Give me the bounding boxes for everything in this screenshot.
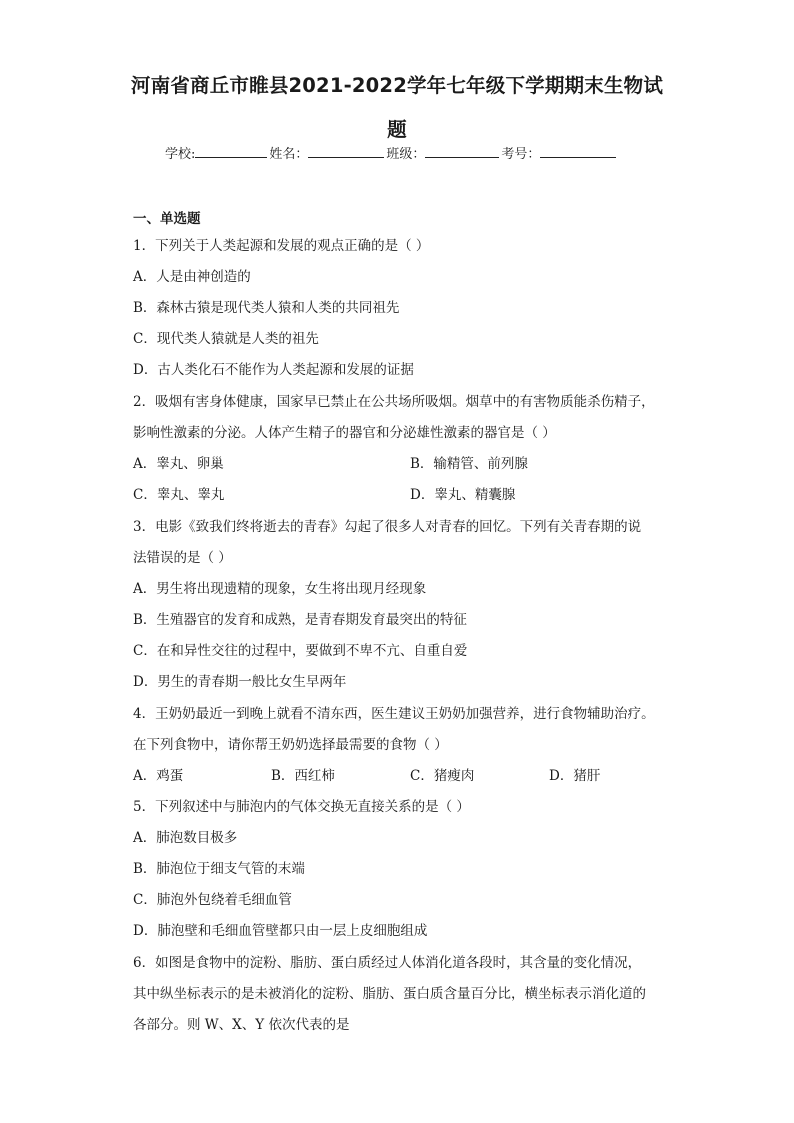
page-title-line2: 题 [387, 118, 407, 141]
question-2-option-d: D．睾丸、精囊腺 [410, 487, 516, 503]
question-5-option-a: A．肺泡数目极多 [133, 830, 238, 846]
question-4-stem-line1: 4．王奶奶最近一到晚上就看不清东西，医生建议王奶奶加强营养，进行食物辅助治疗。 [133, 706, 655, 722]
question-1-option-b: B．森林古猿是现代类人猿和人类的共同祖先 [133, 300, 400, 316]
exam-no-label: 考号： [501, 147, 541, 162]
question-6-stem-line1: 6．如图是食物中的淀粉、脂肪、蛋白质经过人体消化道各段时，其含量的变化情况， [133, 955, 642, 971]
question-3-option-b: B．生殖器官的发育和成熟，是青春期发育最突出的特征 [133, 612, 467, 628]
question-2-option-c: C．睾丸、睾丸 [133, 487, 225, 503]
question-3-stem-line1: 3．电影《致我们终将逝去的青春》勾起了很多人对青春的回忆。下列有关青春期的说 [133, 519, 642, 535]
exam-no-field[interactable] [540, 143, 616, 158]
school-label: 学校: [165, 147, 196, 162]
page-title-line1: 河南省商丘市睢县2021-2022学年七年级下学期期末生物试 [130, 74, 664, 97]
question-3-option-d: D．男生的青春期一般比女生早两年 [133, 674, 347, 690]
question-2-option-a: A．睾丸、卵巢 [133, 456, 224, 472]
question-5-stem: 5．下列叙述中与肺泡内的气体交换无直接关系的是（ ） [133, 799, 470, 815]
question-4-option-d: D．猪肝 [549, 768, 601, 784]
question-5-option-c: C．肺泡外包绕着毛细血管 [133, 892, 292, 908]
student-info-fields [165, 143, 618, 162]
question-4-stem-line2: 在下列食物中，请你帮王奶奶选择最需要的食物（ ） [133, 737, 448, 753]
question-3-stem-line2: 法错误的是（ ） [133, 550, 232, 566]
school-field[interactable] [195, 143, 267, 158]
question-2-stem-line1: 2．吸烟有害身体健康，国家早已禁止在公共场所吸烟。烟草中的有害物质能杀伤精子， [133, 394, 655, 410]
question-4-option-a: A．鸡蛋 [133, 768, 184, 784]
question-1-stem: 1．下列关于人类起源和发展的观点正确的是（ ） [133, 238, 430, 254]
question-5-option-d: D．肺泡壁和毛细血管壁都只由一层上皮细胞组成 [133, 923, 428, 939]
question-1-option-c: C．现代类人猿就是人类的祖先 [133, 331, 319, 347]
class-field[interactable] [425, 143, 499, 158]
name-field[interactable] [308, 143, 384, 158]
name-label: 姓名： [269, 147, 309, 162]
question-3-option-a: A．男生将出现遗精的现象，女生将出现月经现象 [133, 581, 427, 597]
question-6-stem-line3: 各部分。则 W、X、Y 依次代表的是 [133, 1017, 350, 1033]
question-2-option-b: B．输精管、前列腺 [410, 456, 528, 472]
question-1-option-d: D．古人类化石不能作为人类起源和发展的证据 [133, 362, 414, 378]
question-2-stem-line2: 影响性激素的分泌。人体产生精子的器官和分泌雄性激素的器官是（ ） [133, 425, 556, 441]
question-6-stem-line2: 其中纵坐标表示的是未被消化的淀粉、脂肪、蛋白质含量百分比，横坐标表示消化道的 [133, 986, 646, 1002]
question-5-option-b: B．肺泡位于细支气管的末端 [133, 861, 305, 877]
question-4-option-c: C．猪瘦肉 [410, 768, 475, 784]
section-title: 一、单选题 [133, 211, 201, 227]
question-4-option-b: B．西红柿 [271, 768, 335, 784]
question-3-option-c: C．在和异性交往的过程中，要做到不卑不亢、自重自爱 [133, 643, 468, 659]
class-label: 班级： [386, 147, 426, 162]
question-1-option-a: A．人是由神创造的 [133, 269, 251, 285]
